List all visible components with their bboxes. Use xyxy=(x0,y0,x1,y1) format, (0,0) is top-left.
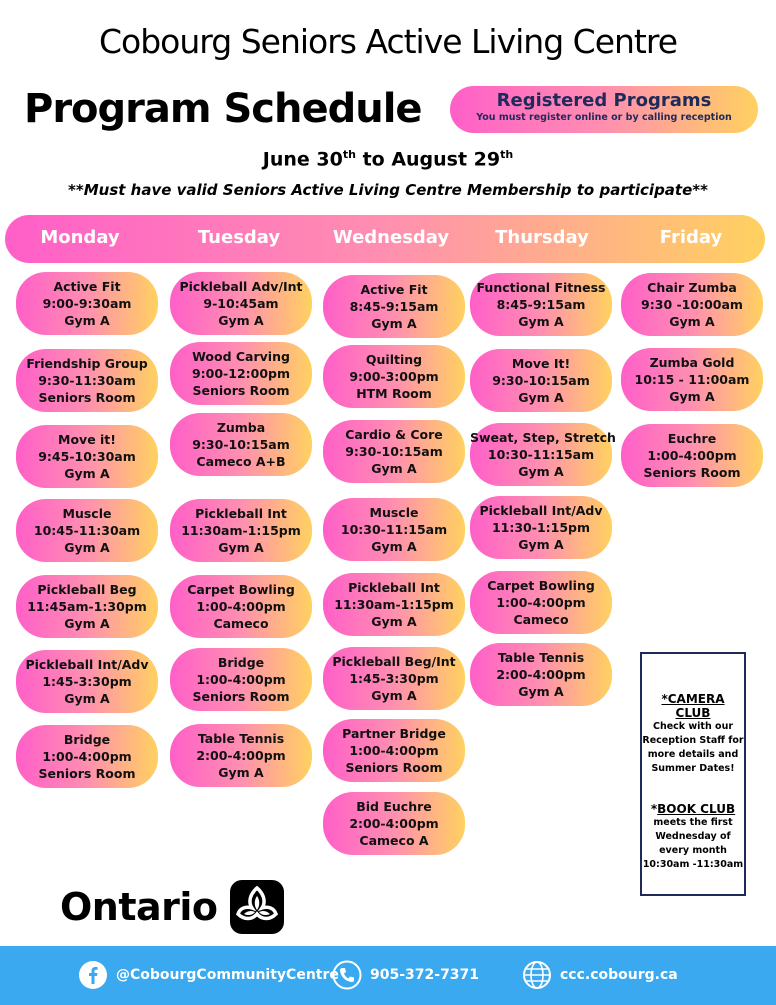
program-location: Gym A xyxy=(371,539,417,554)
program-name: Partner Bridge xyxy=(342,726,446,741)
program-location: Gym A xyxy=(64,466,110,481)
program-location: Gym A xyxy=(371,614,417,629)
program-time: 9:30 -10:00am xyxy=(641,297,743,312)
ontario-logo xyxy=(60,880,284,934)
program-location: Gym A xyxy=(518,464,564,479)
program-name: Pickleball Beg xyxy=(37,582,137,597)
program-pill-wednesday xyxy=(323,573,465,636)
book-club-line: 10:30am -11:30am xyxy=(642,859,744,870)
book-club-line: meets the first xyxy=(653,817,733,828)
program-pill-thursday xyxy=(470,571,612,634)
program-name: Pickleball Int/Adv xyxy=(25,657,149,672)
program-pill-wednesday xyxy=(323,420,465,483)
book-club-name: BOOK CLUB xyxy=(657,802,736,816)
program-name: Pickleball Int xyxy=(348,580,440,595)
program-location: Seniors Room xyxy=(192,689,290,704)
program-time: 9:30-10:15am xyxy=(492,373,590,388)
program-time: 9:00-12:00pm xyxy=(191,366,291,381)
trillium-icon xyxy=(230,880,284,934)
program-name: Zumba Gold xyxy=(649,355,735,370)
program-name: Active Fit xyxy=(360,282,428,297)
program-location: Gym A xyxy=(64,540,110,555)
program-location: Cameco A+B xyxy=(196,454,286,469)
program-time: 8:45-9:15am xyxy=(349,299,439,314)
program-pill-thursday xyxy=(470,643,612,706)
program-time: 1:00-4:00pm xyxy=(42,749,132,764)
program-location: Gym A xyxy=(518,684,564,699)
clubs-box xyxy=(640,652,746,896)
program-time: 9:00-9:30am xyxy=(42,296,132,311)
program-location: Gym A xyxy=(371,688,417,703)
days-header-bar xyxy=(5,215,765,263)
program-location: HTM Room xyxy=(356,386,432,401)
program-time: 1:45-3:30pm xyxy=(349,671,439,686)
program-pill-wednesday xyxy=(323,647,465,710)
program-pill-wednesday xyxy=(323,498,465,561)
program-time: 9:30-10:15am xyxy=(345,444,443,459)
program-name: Pickleball Beg/Int xyxy=(332,654,456,669)
program-time: 1:00-4:00pm xyxy=(349,743,439,758)
program-location: Gym A xyxy=(218,540,264,555)
program-name: Wood Carving xyxy=(192,349,290,364)
book-club-prefix: * xyxy=(650,802,658,816)
program-time: 8:45-9:15am xyxy=(496,297,586,312)
camera-club-line: Reception Staff for xyxy=(642,735,744,746)
program-time: 9:30-10:15am xyxy=(192,437,290,452)
date-start: June 30 xyxy=(262,148,343,171)
program-time: 9-10:45am xyxy=(203,296,279,311)
program-pill-thursday xyxy=(470,423,616,486)
program-location: Gym A xyxy=(218,765,264,780)
program-pill-wednesday xyxy=(323,719,465,782)
program-location: Cameco xyxy=(213,616,269,631)
program-name: Table Tennis xyxy=(497,650,585,665)
program-pill-tuesday xyxy=(170,499,312,562)
facebook-icon xyxy=(78,960,108,990)
program-name: Table Tennis xyxy=(197,731,285,746)
program-name: Carpet Bowling xyxy=(187,582,295,597)
membership-notice: **Must have valid Seniors Active Living Centre Membership to participate** xyxy=(68,181,708,199)
program-name: Move It! xyxy=(511,356,571,371)
registered-programs-badge xyxy=(450,86,758,133)
program-time: 1:00-4:00pm xyxy=(196,672,286,687)
program-pill-tuesday xyxy=(170,648,312,711)
program-time: 11:30-1:15pm xyxy=(491,520,591,535)
program-name: Muscle xyxy=(369,505,419,520)
program-name: Bid Euchre xyxy=(356,799,432,814)
program-time: 11:30am-1:15pm xyxy=(334,597,454,612)
program-time: 10:30-11:15am xyxy=(340,522,448,537)
program-pill-monday xyxy=(16,425,158,488)
program-pill-monday xyxy=(16,272,158,335)
program-location: Gym A xyxy=(518,314,564,329)
program-pill-thursday xyxy=(470,273,612,336)
program-location: Cameco xyxy=(513,612,569,627)
org-title: Cobourg Seniors Active Living Centre xyxy=(99,22,677,61)
registered-subtitle: You must register online or by calling reception xyxy=(476,112,732,123)
book-club-title xyxy=(642,802,744,816)
program-time: 2:00-4:00pm xyxy=(496,667,586,682)
program-pill-friday xyxy=(621,273,763,336)
program-location: Gym A xyxy=(669,314,715,329)
program-location: Seniors Room xyxy=(192,383,290,398)
program-pill-monday xyxy=(16,575,158,638)
program-pill-tuesday xyxy=(170,724,312,787)
date-end: to August 29 xyxy=(355,148,501,171)
program-pill-monday xyxy=(16,499,158,562)
program-location: Gym A xyxy=(518,390,564,405)
camera-club-title: *CAMERA CLUB xyxy=(661,692,725,720)
program-pill-thursday xyxy=(470,349,612,412)
website-url: ccc.cobourg.ca xyxy=(560,967,678,983)
footer-facebook[interactable] xyxy=(78,960,339,990)
program-time: 1:00-4:00pm xyxy=(647,448,737,463)
program-name: Bridge xyxy=(217,655,265,670)
program-time: 11:45am-1:30pm xyxy=(27,599,147,614)
program-location: Cameco A xyxy=(359,833,429,848)
program-time: 9:00-3:00pm xyxy=(349,369,439,384)
program-time: 10:45-11:30am xyxy=(33,523,141,538)
ontario-wordmark: Ontario xyxy=(60,885,218,929)
camera-club-line: more details and xyxy=(647,749,739,760)
program-name: Euchre xyxy=(667,431,717,446)
program-time: 1:00-4:00pm xyxy=(496,595,586,610)
program-pill-wednesday xyxy=(323,275,465,338)
program-location: Seniors Room xyxy=(38,766,136,781)
program-name: Quilting xyxy=(365,352,423,367)
program-location: Gym A xyxy=(371,316,417,331)
program-time: 11:30am-1:15pm xyxy=(181,523,301,538)
program-time: 9:30-11:30am xyxy=(38,373,136,388)
program-location: Gym A xyxy=(518,537,564,552)
schedule-title: Program Schedule xyxy=(24,86,422,132)
program-location: Gym A xyxy=(64,313,110,328)
program-name: Chair Zumba xyxy=(647,280,737,295)
program-name: Pickleball Int/Adv xyxy=(479,503,603,518)
footer-bar xyxy=(0,946,776,1005)
program-location: Gym A xyxy=(371,461,417,476)
date-range xyxy=(0,148,776,170)
program-pill-wednesday xyxy=(323,792,465,855)
day-label-tuesday: Tuesday xyxy=(197,227,281,248)
program-name: Zumba xyxy=(216,420,266,435)
day-label-thursday: Thursday xyxy=(495,227,589,248)
program-location: Gym A xyxy=(64,616,110,631)
program-location: Seniors Room xyxy=(345,760,443,775)
program-name: Bridge xyxy=(63,732,111,747)
program-pill-monday xyxy=(16,349,158,412)
program-location: Gym A xyxy=(669,389,715,404)
camera-club-line: Summer Dates! xyxy=(651,763,735,774)
program-time: 10:30-11:15am xyxy=(487,447,595,462)
program-name: Move it! xyxy=(58,432,116,447)
program-time: 9:45-10:30am xyxy=(38,449,136,464)
program-pill-friday xyxy=(621,424,763,487)
program-pill-tuesday xyxy=(170,342,312,405)
program-pill-tuesday xyxy=(170,413,312,476)
program-name: Pickleball Adv/Int xyxy=(179,279,303,294)
program-name: Cardio & Core xyxy=(345,427,443,442)
phone-icon xyxy=(332,960,362,990)
date-end-suffix: th xyxy=(500,148,514,161)
book-club-line: every month xyxy=(659,845,727,856)
program-name: Carpet Bowling xyxy=(487,578,595,593)
program-time: 1:45-3:30pm xyxy=(42,674,132,689)
program-location: Seniors Room xyxy=(38,390,136,405)
program-name: Friendship Group xyxy=(26,356,148,371)
book-club-line: Wednesday of xyxy=(655,831,731,842)
program-pill-monday xyxy=(16,725,158,788)
date-start-suffix: th xyxy=(342,148,356,161)
globe-icon xyxy=(522,960,552,990)
program-time: 2:00-4:00pm xyxy=(349,816,439,831)
footer-phone[interactable] xyxy=(332,960,479,990)
program-name: Pickleball Int xyxy=(195,506,287,521)
facebook-handle: @CobourgCommunityCentre xyxy=(116,967,339,983)
program-pill-wednesday xyxy=(323,345,465,408)
footer-website[interactable] xyxy=(522,960,678,990)
program-time: 1:00-4:00pm xyxy=(196,599,286,614)
program-location: Gym A xyxy=(64,691,110,706)
program-name: Sweat, Step, Stretch xyxy=(470,430,616,445)
program-pill-monday xyxy=(16,650,158,713)
phone-number: 905-372-7371 xyxy=(370,967,480,983)
program-time: 10:15 - 11:00am xyxy=(634,372,750,387)
registered-title: Registered Programs xyxy=(496,90,712,111)
program-pill-friday xyxy=(621,348,763,411)
program-pill-tuesday xyxy=(170,272,312,335)
program-name: Functional Fitness xyxy=(476,280,606,295)
day-label-monday: Monday xyxy=(40,227,120,248)
program-time: 2:00-4:00pm xyxy=(196,748,286,763)
program-location: Seniors Room xyxy=(643,465,741,480)
day-label-friday: Friday xyxy=(659,227,723,248)
program-pill-tuesday xyxy=(170,575,312,638)
program-name: Muscle xyxy=(62,506,112,521)
program-location: Gym A xyxy=(218,313,264,328)
program-pill-thursday xyxy=(470,496,612,559)
day-label-wednesday: Wednesday xyxy=(332,227,450,248)
program-name: Active Fit xyxy=(53,279,121,294)
camera-club-line: Check with our xyxy=(652,721,734,732)
